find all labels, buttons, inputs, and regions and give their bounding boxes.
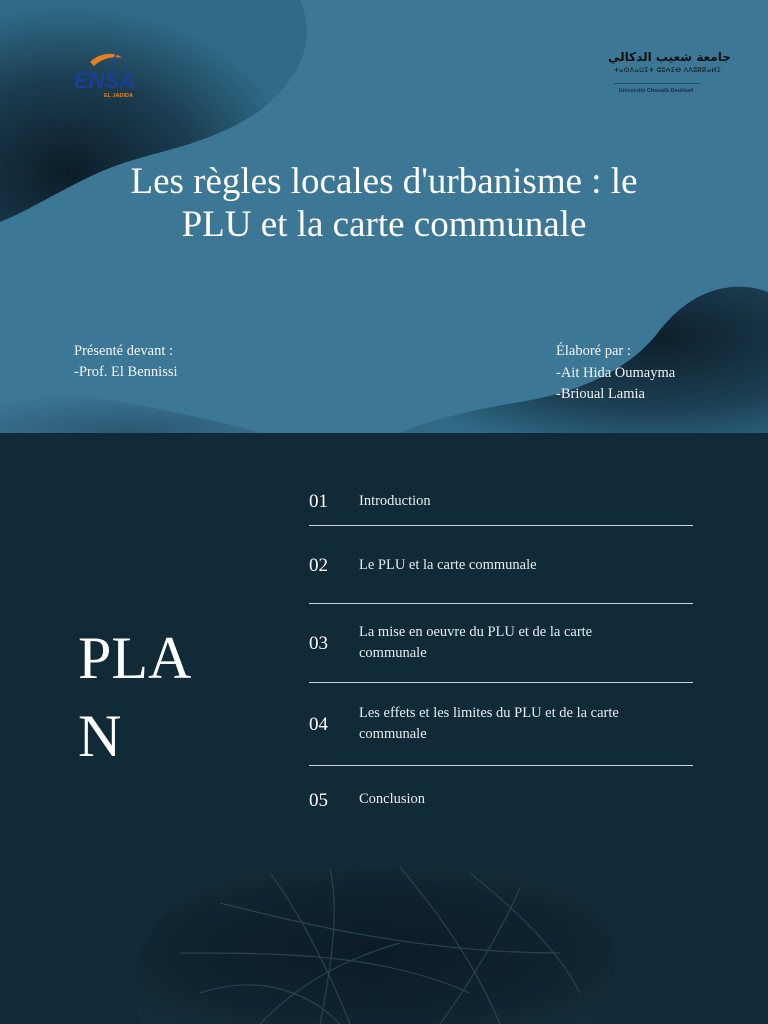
plan-item-label: Conclusion [359, 791, 426, 807]
plan-item-label: La mise en oeuvre du PLU et de la carte communale [359, 624, 593, 661]
ensa-logo-text: ENSA [74, 68, 136, 93]
university-french-name: Université Chouaïb Doukkali [618, 88, 694, 94]
plan-item-number: 05 [309, 790, 328, 811]
bottom-blob [134, 864, 615, 1024]
cover-title-line-2: PLU et la carte communale [181, 204, 587, 245]
prepared-by-block [556, 341, 675, 406]
plan-item-label: Les effets et les limites du PLU et de la carte communale [359, 705, 619, 742]
plan-item-number: 04 [309, 714, 328, 735]
bottom-left-shade [0, 380, 260, 433]
presented-to-name: -Prof. El Bennissi [74, 364, 178, 380]
plan-title-line-2: N [78, 703, 122, 769]
plan-item-label: Introduction [359, 493, 431, 509]
prepared-by-label: Élaboré par : [556, 343, 631, 359]
plan-divider [309, 603, 693, 604]
plan-divider [309, 525, 693, 526]
plan-item-number: 03 [309, 633, 328, 654]
university-logo [608, 50, 731, 102]
plan-divider [309, 682, 693, 683]
cover-title-line-1: Les règles locales d'urbanisme : le [130, 161, 638, 202]
university-logo-divider [614, 83, 700, 84]
presented-to-label: Présenté devant : [74, 343, 174, 359]
university-tifinagh-name: ⵜⴰⵙⴷⴰⵡⵉⵜ ⵛⵓⵄⵉⴱ ⴷⴷⵓⴽⴽⴰⵍⵉ [614, 66, 722, 74]
logo-orbit-icon [90, 54, 122, 66]
author-name: -Brioual Lamia [556, 386, 645, 402]
presented-to-block [74, 341, 178, 383]
plan-title-line-1: PLA [78, 625, 192, 691]
plan-slide [0, 433, 768, 1024]
plan-divider [309, 765, 693, 766]
ensa-logo [70, 46, 150, 102]
ensa-logo-graphic [70, 46, 150, 102]
plan-item-number: 02 [309, 555, 328, 576]
university-arabic-name: جامعة شعيب الدكالي [608, 50, 731, 64]
plan-title [78, 619, 191, 775]
cover-title [80, 160, 688, 246]
plan-item-number: 01 [309, 491, 328, 512]
cover-slide [0, 0, 768, 433]
author-name: -Ait Hida Oumayma [556, 364, 676, 381]
ensa-logo-subtext: EL JADIDA [104, 93, 133, 99]
plan-item-label: Le PLU et la carte communale [359, 557, 537, 573]
